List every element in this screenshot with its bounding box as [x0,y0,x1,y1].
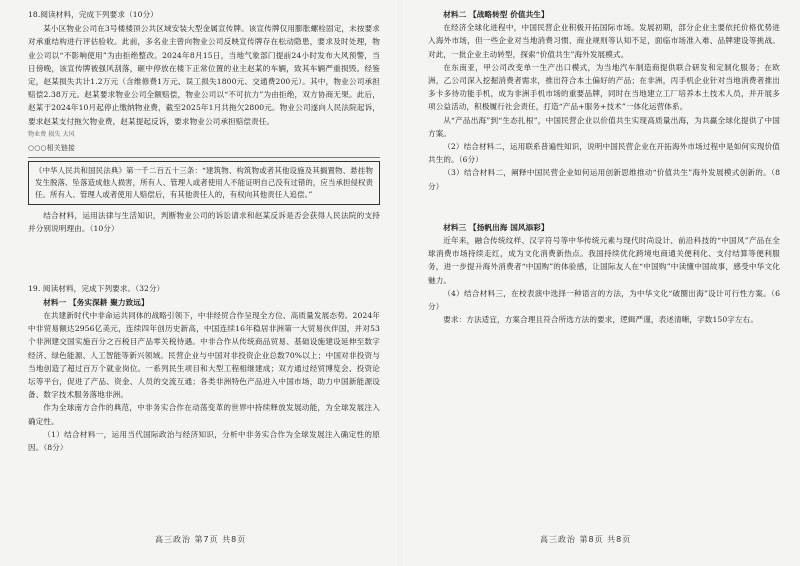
material-1-paragraph-1: 在共建新时代中非命运共同体的战略引领下，中非经贸合作呈现全方位、高质量发展态势。2024年中非贸易额达2956亿美元，连续四年创历史新高，中国连续16年稳居非洲第一大贸易伙伴国，并对53个非洲建交国实施百分之百税目产品零关税待遇。中非合作从传统商品贸易、基础设施建设延伸至数字经济、绿色能源、人工智能等新兴领域。民营企业与中国对非投资企业总数70%以上；中国对非投资与当地创造了超过百万个就业岗位。一系列民生项目和大型工程相继建成；双方通过经贸博览会、投资论坛等平台，促进了产品、资金、人员的交流互通；各类非洲特色产品进入中国市场，助力中国新能源设备、数字技术服务落地非洲。 [28,311,380,400]
page-spine [398,0,402,566]
law-excerpt-box [28,161,380,205]
question-19-1-prompt: （1）结合材料一，运用当代国际政治与经济知识，分析中非务实合作为全球发展注入确定性的原因。（8分） [28,429,380,453]
material-3-title: 材料三 【扬帆出海 国风添彩】 [443,222,549,232]
question-19-2-prompt: （2）结合材料二，运用联系普遍性知识，说明中国民营企业在开拓海外市场过程中是如何实现价值共生的。（6分） [428,142,780,165]
question-18-title: 18.阅读材料，完成下列要求（10分） [28,10,158,19]
material-2-title: 材料二 【战略转型 价值共生】 [443,10,549,19]
question-18-material: 某小区物业公司在3号楼楼顶公共区域安装大型金属宣传牌。该宣传牌仅用膨胀螺栓固定，未按要求对承重结构进行评估验收。此前，多名业主曾向物业公司反映宣传牌存在松动隐患，要求及时处理，物业公司以“不影响使用”为由拒绝整改。2024年8月15日，当地气象部门提前24小时发布大风预警，当日傍晚，该宣传牌被强风刮落，砸中停放在楼下正常位置的业主赵某的车辆，致其车辆严重损毁。经鉴定，赵某损失共计1.2万元（含维修费1万元、误工损失1800元、交通费200元）。其中，物业公司承担赔偿2.38万元。赵某要求物业公司全额赔偿，物业公司以“不可抗力”为由拒绝，双方协商无果。此后，赵某于2024年10月起停止缴纳物业费，截至2025年1月共拖欠2800元。物业公司遂向人民法院起诉，要求赵某支付拖欠物业费，赵某提起反诉，要求物业公司承担赔偿责任。 [28,24,380,126]
question-19-3-prompt: （3）结合材料二，阐释中国民营企业如何运用创新思维推动“价值共生”海外发展模式创新的。（8分） [428,168,780,191]
question-18-prompt: 结合材料，运用法律与生活知识，判断物业公司的诉讼请求和赵某反诉是否会获得人民法院的支持并分别说明理由。（10分） [28,211,380,234]
left-page-footer: 高三政治 第7页 共8页 [155,535,247,544]
question-19-4-prompt: （4）结合材料三，在校表演中选择一种语言的方法，为中华文化“破圈出海”设计可行性方案。（6分） [428,288,780,312]
material-2-paragraph-3: 从“产品出海”到“生态扎根”，中国民营企业以价值共生实现高质量出海，为共赢全球化提供了中国方案。 [428,115,780,138]
answer-space [28,236,380,282]
question-19-4-requirements: 要求：方法适宜，方案合理且符合所选方法的要求，逻辑严谨，表述清晰，字数150字左右。 [443,315,759,325]
material-1-title: 材料一 【务实深耕 聚力致远】 [43,297,149,307]
left-page [28,8,380,454]
handwritten-note: 物业费 损失 大风 [28,130,75,138]
related-link-label: ○○○相关链接 [28,144,76,153]
question-19-title: 19. 阅读材料，完成下列要求。（32分） [28,283,165,293]
material-1-paragraph-2: 作为全球南方合作的典范，中非务实合作在动荡变革的世界中持续释放发展动能，为全球发展注入确定性。 [28,403,380,426]
right-page [428,8,780,326]
divider [28,157,380,158]
law-excerpt-text: 《中华人民共和国民法典》第一千二百五十三条：“建筑物、构筑物或者其他设施及其搁置物、悬挂物发生脱落、坠落造成他人损害，所有人、管理人或者使用人不能证明自己没有过错的，应当承担侵权责任。所有人、管理人或者使用人赔偿后，有其他责任人的，有权向其他责任人追偿。” [35,166,373,200]
material-2-paragraph-2: 在东南亚，甲公司改变单一生产出口模式，为当地汽车制造商提供联合研发和定制化服务；在欧洲，乙公司深入挖掘消费者需求，推出符合本土偏好的产品；在非洲，丙手机企业针对当地消费者推出多卡多待功能手机，成为非洲手机市场的重要品牌，同时在当地建立工厂培养本土技术人员，并开展多项公益活动，积极履行社会责任，打造“产品+服务+技术”一体化运营体系。 [428,62,780,112]
material-3-paragraph-1: 近年来，融合传统纹样、汉字符号等中华传统元素与现代时尚设计、前沿科技的“中国风”产品在全球消费市场持续走红，成为文化消费新热点。我国持续优化跨境电商通关便利化、支付结算等便利服务，进一步提升海外消费者“中国购”的体验感，让国际友人在“中国购”中读懂中国故事，感受中华文化魅力。 [428,236,780,285]
answer-space [428,193,780,221]
material-2-paragraph-1: 在经济全球化进程中，中国民营企业积极开拓国际市场。发展初期，部分企业主要依托价格优势进入海外市场，但一些企业对当地消费习惯、商业规则等认知不足，面临市场准入难、品牌建设等挑战。对此，一批企业主动转型，探索“价值共生”海外发展模式。 [428,23,780,59]
right-page-footer: 高三政治 第8页 共8页 [540,535,632,544]
